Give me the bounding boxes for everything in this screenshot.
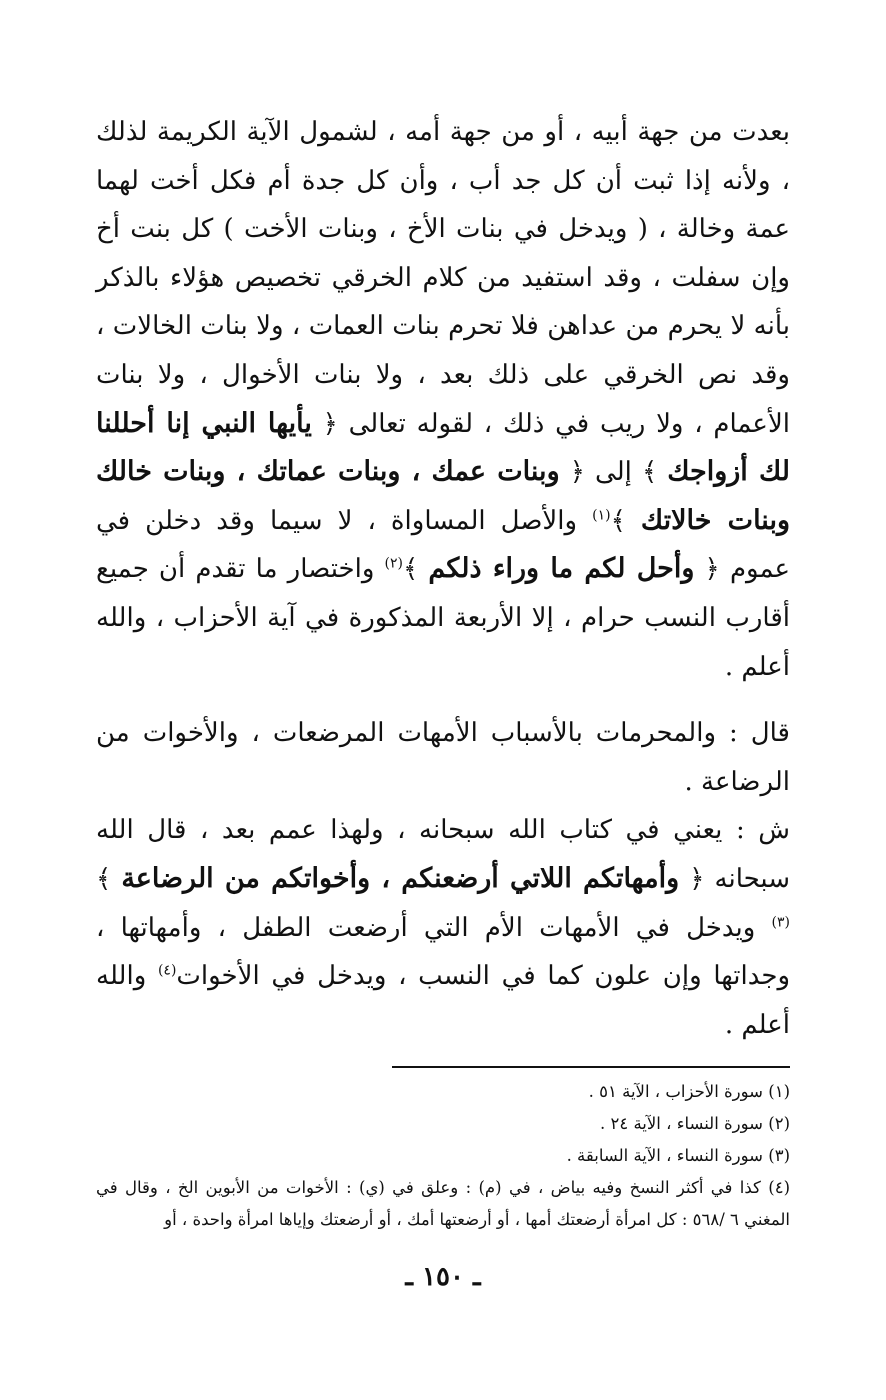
- footnote-marker: (٢): [384, 555, 404, 572]
- footnote: (٢) سورة النساء ، الآية ٢٤ .: [599, 1114, 790, 1133]
- paragraph: [96, 806, 790, 1049]
- footnote-marker: (٣): [771, 913, 790, 930]
- footnote: (١) سورة الأحزاب ، الآية ٥١ .: [588, 1082, 790, 1101]
- quran-bracket: ﴾: [403, 554, 429, 585]
- quran-bracket: ﴾: [96, 863, 122, 894]
- quran-verse: وأمهاتكم اللاتي أرضعنكم ، وأخواتكم من الرضاعة: [121, 862, 680, 894]
- text-run: قال : والمحرمات بالأسباب الأمهات المرضعات ، والأخوات من الرضاعة .: [96, 718, 790, 797]
- text-run: والأصل المساواة ، لا سيما وقد دخلن في عموم: [96, 505, 791, 585]
- text-run: بعدت من جهة أبيه ، أو من جهة أمه ، لشمول الآية الكريمة لذلك ، ولأنه إذا ثبت أن كل جد أب ، وأن كل جدة أم فكل أخت لهما عمة وخالة ، ( ويدخل في بنات الأخ ، وبنات الأخت ) كل بنت أخ وإن سفلت ، وقد استفيد من كلام الخرقي تخصيص هؤلاء بالذكر بأنه لا يحرم من عداهن فلا تحرم بنات العمات ، ولا بنات الخالات ، وقد نص الخرقي على ذلك بعد ، ولا بنات الأخوال ، ولا بنات الأعمام ، ولا ريب في ذلك ، لقوله تعالى: [96, 117, 790, 439]
- quran-bracket: ﴿: [559, 457, 585, 488]
- paragraph: [96, 709, 790, 806]
- quran-verse: وبنات عمك ، وبنات عماتك ، وبنات خالك وبنات خالاتك: [96, 456, 790, 536]
- text-run: إلى: [584, 457, 642, 488]
- footnote: (٣) سورة النساء ، الآية السابقة .: [566, 1146, 790, 1165]
- quran-bracket: ﴿: [311, 408, 338, 439]
- quran-bracket: ﴾: [641, 457, 668, 488]
- page-number: ـ ١٥٠ ـ: [405, 1262, 481, 1292]
- quran-bracket: ﴿: [679, 863, 705, 894]
- text-run: ويدخل في الأمهات الأم التي أرضعت الطفل ، وأمهاتها ، وجداتها وإن علون كما في النسب ، ويدخل في الأخوات: [96, 912, 790, 992]
- footnotes: [96, 1076, 790, 1236]
- quran-bracket: ﴾: [610, 505, 641, 536]
- footnote-separator: [392, 1066, 790, 1068]
- quran-bracket: ﴿: [694, 554, 720, 585]
- text-run: ش : يعني في كتاب الله سبحانه ، ولهذا عمم بعد ، قال الله سبحانه: [96, 815, 791, 894]
- footnote: (٤) كذا في أكثر النسخ وفيه بياض ، في (م) : وعلق في (ي) : الأخوات من الأبوين الخ ، وقال في المغني ٦ /٥٦٨ : كل امرأة أرضعتك أمها ، أو أرضعتها أمك ، أو أرضعتك وإياها امرأة واحدة ، أو: [96, 1178, 790, 1229]
- footnote-marker: (٤): [157, 962, 177, 979]
- text-run: واختصار ما تقدم أن جميع أقارب النسب حرام ، إلا الأربعة المذكورة في آية الأحزاب ، والله أعلم .: [96, 554, 790, 682]
- main-text: [96, 108, 790, 1049]
- quran-verse: يأيها النبي إنا أحللنا لك أزواجك: [96, 407, 790, 488]
- text-run: والله أعلم .: [96, 961, 790, 1040]
- paragraph: [96, 108, 790, 691]
- quran-verse: وأحل لكم ما وراء ذلكم: [428, 553, 695, 585]
- footnote-marker: (١): [592, 507, 611, 524]
